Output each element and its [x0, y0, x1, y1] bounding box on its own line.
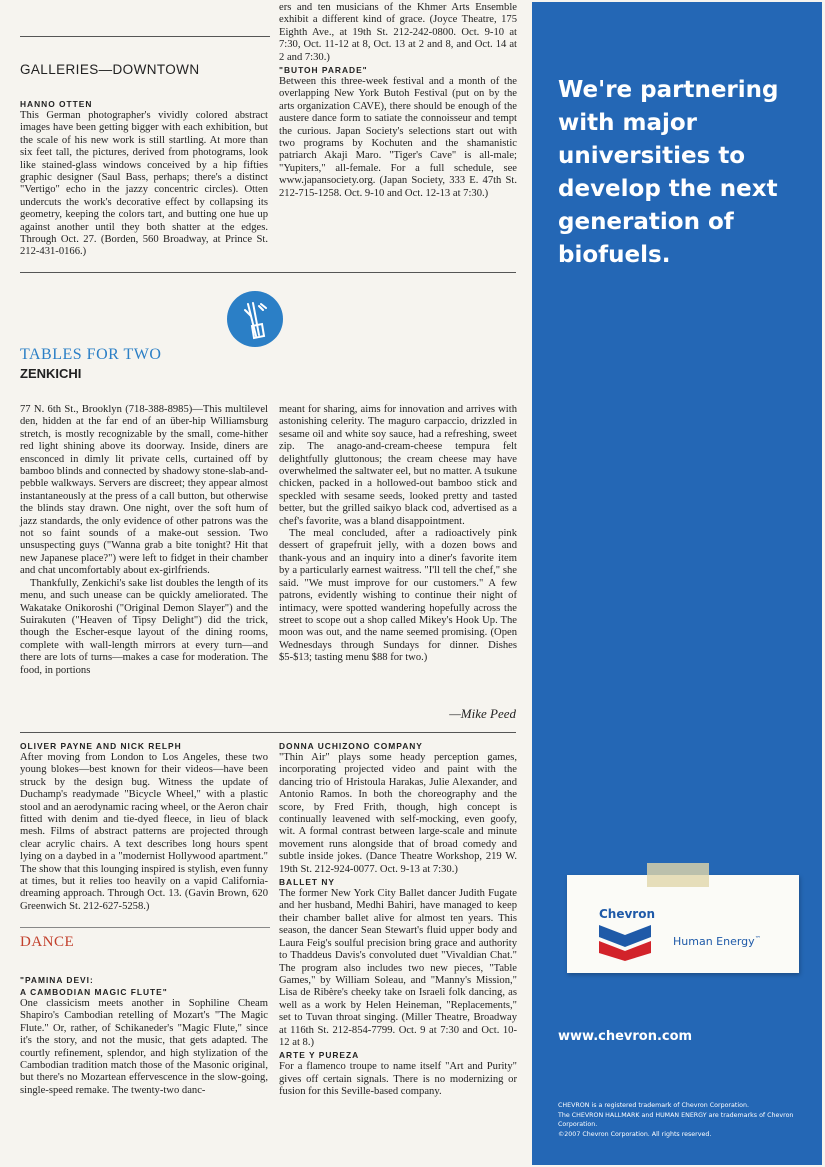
pamina-devi-entry	[20, 974, 268, 1097]
butoh-parade-text: Between this three-week festival and a month of the overlapping New York Butoh Festival (put on by the arts organization CAVE), there should be enough of the austere dance form to satiate the connoisseur and tempt the curious. Japan Society's selections start out with two programs by Kochuten and the shamanistic patriarch Akaji Maro. "Tiger's Cave" is all-male; "Yupiters," all-female. For a full schedule, see www.japansociety.org. (Japan Society, 333 E. 47th St. 212-715-1258. Oct. 9-10 and Oct. 12-13 at 7:30.)	[279, 76, 517, 199]
galleries-title: GALLERIES—DOWNTOWN	[20, 62, 200, 77]
tagline-tm: ™	[754, 935, 761, 943]
review-column-1	[20, 404, 268, 677]
tape-strip	[647, 863, 709, 887]
chevron-wordmark: Chevron	[599, 907, 656, 921]
human-energy-tagline	[673, 935, 761, 948]
arte-y-pureza-text: For a flamenco troupe to name itself "Art and Purity" gives off certain signals. There is no modernizing or fusion for this Seville-based company.	[279, 1061, 517, 1098]
ballet-ny-text: The former New York City Ballet dancer Judith Fugate and her husband, Medhi Bahiri, have managed to keep their chamber ballet alive for almost ten years. This season, the dancer Sean Stewart's fluid upper body and Laura Feig's soulful precision bring grace and authority to Thaddeus Davis's convoluted duet "Vivaldian Chat." The program also includes two new pieces, "Table Games," by William Soleau, and "Manny's Mission," Lisa de Ribère's cheeky take on Israeli folk dancing, as well as a work by Helen Heineman, "Replacements," set to Tuvan throat singing. (Miller Theatre, Broadway at 116th St. 212-854-7799. Oct. 9 at 7:30 and Oct. 10-12 at 8.)	[279, 888, 517, 1048]
tagline-text: Human Energy	[673, 935, 755, 948]
chevron-hallmark-icon	[599, 923, 651, 965]
fine-print-1: CHEVRON is a registered trademark of Chevron Corporation.	[558, 1102, 749, 1109]
chevron-logo-card	[567, 875, 799, 973]
review-para-2: Thankfully, Zenkichi's sake list doubles the length of its menu, and such unease can be quickly ameliorated. The Wakatake Onikoroshi ("Original Demon Slayer") and the Suirakuten ("Heaven of Tipsy Delight") did the trick, though the Escher-esque layout of the dining rooms, complete with wall-length mirrors at every turn—and there are lots of turns—makes a case for moderation. The food, in portions	[20, 577, 268, 676]
section-rule-1	[20, 272, 516, 273]
fine-print-2: The CHEVRON HALLMARK and HUMAN ENERGY are trademarks of Chevron Corporation.	[558, 1111, 794, 1128]
top-rule	[20, 36, 270, 37]
khmer-continued	[279, 2, 517, 200]
chevron-url-link[interactable]: www.chevron.com	[558, 1029, 693, 1044]
chopsticks-icon	[226, 290, 284, 348]
restaurant-name: ZENKICHI	[20, 366, 82, 381]
pamina-devi-text: One classicism meets another in Sophiline Cheam Shapiro's Cambodian retelling of Mozart's "The Magic Flute." Or, rather, of Schikaneder's "Magic Flute," since it's the story, and not the music, that gets adapted. The courtly refinement, splendor, and high stylization of the Cambodian tradition match those of the Masonic original, but there's no Mozartean effervescence in the slow-going, single-speed remake. The twenty-two danc-	[20, 998, 268, 1096]
dance-title: DANCE	[20, 934, 75, 950]
dance-rule	[20, 927, 270, 928]
butoh-parade-head: "BUTOH PARADE"	[279, 65, 368, 76]
review-para-4: The meal concluded, after a radioactively pink dessert of grapefruit jelly, with a dozen bows and thank-yous and an inquiry into a diner's favorite item by a particularly earnest waitress. "I'll tell the chef," she said. "We must improve for our customers." A few patrons, evidently wishing to continue their night of intimacy, were spotted wandering hopefully across the street to scope out a shop called Mikey's Hook Up. The moon was out, and the name seemed promising. (Open Wednesdays through Sundays for dinner. Dishes $5-$13; tasting menu $88 for two.)	[279, 528, 517, 664]
chevron-ad[interactable]	[532, 2, 822, 1165]
donna-uchizono-head: DONNA UCHIZONO COMPANY	[279, 741, 423, 751]
section-rule-2	[20, 732, 516, 733]
oliver-payne-head: OLIVER PAYNE AND NICK RELPH	[20, 741, 182, 751]
ad-headline: We're partnering with major universities to develop the next generation of biofuels.	[558, 77, 779, 268]
hanno-otten-text: This German photographer's vividly colored abstract images have been getting bigger with each exhibition, but the scale of his new work is still startling. At more than six feet tall, the pictures, derived from photograms, look like stained-glass windows conceived by a hip fifties graphic designer (Saul Bass, perhaps; there's a distinct "Vertigo" echo in the jazzy concentric circles). Otten undercuts the work's decorative effect by collapsing its geometry, keeping the colors tart, and butting one hue up against another until they both shatter at the edges. Through Oct. 27. (Borden, 560 Broadway, at Prince St. 212-431-0166.)	[20, 110, 268, 258]
review-column-2	[279, 404, 517, 665]
fine-print-3: ©2007 Chevron Corporation. All rights reserved.	[558, 1130, 712, 1138]
review-byline: —Mike Peed	[449, 706, 516, 721]
lower-column-2	[279, 740, 517, 1099]
pamina-devi-head-1: "PAMINA DEVI:	[20, 975, 94, 985]
khmer-text: ers and ten musicians of the Khmer Arts Ensemble exhibit a different kind of grace. (Joyce Theatre, 175 Eighth Ave., at 19th St. 212-242-0800. Oct. 9-10 at 7:30, Oct. 11-12 at 8, Oct. 13 at 2 and 8, and Oct. 14 at 2 and 7:30.)	[279, 2, 517, 63]
lower-column-1	[20, 740, 268, 913]
hanno-otten-head: HANNO OTTEN	[20, 99, 93, 109]
donna-uchizono-text: "Thin Air" plays some heady perception games, incorporating projected video and paint with the dancing trio of Hristoula Harakas, Julie Alexander, and Antonio Ramos. In both the choreography and the score, by Fred Frith, though, high concept is continually leavened with self-mocking, even goofy, wit. A formal contrast between large-scale and minute movement runs alongside that of broad comedy and subtle inside jokes. (Dance Theatre Workshop, 219 W. 19th St. 212-924-0077. Oct. 9-13 at 7:30.)	[279, 752, 517, 875]
review-para-3: meant for sharing, aims for innovation and arrives with astonishing celerity. The maguro carpaccio, drizzled in sesame oil and white soy sauce, had a refreshing, sweet zip. The anago-and-cream-cheese tempura felt delightfully gluttonous; the cream cheese may have overwhelmed the saltwater eel, but no matter. A tsukune chicken, packed in a hollowed-out bamboo stick and speckled with sesame seeds, looked pretty and tasted better, but the grilled saikyo black cod, advertised as a chef's favorite, was a bland disappointment.	[279, 404, 517, 527]
oliver-payne-text: After moving from London to Los Angeles, these two young blokes—best known for their videos—have been struck by the design bug. Witness the update of Duchamp's readymade "Bicycle Wheel," with a plastic stool and an aerodynamic racing wheel, or the Aeron chair fitted with denim and tie-dyed fleece, in lieu of black mesh. Films of abstract patterns are projected through clear acrylic chairs. A text describes long hours spent lying on a daybed in a "modernist Hollywood apartment." The show that this lounging inspired is stylish, even funny at times, but it relies too heavily on a vapid California-dreaming approach. Through Oct. 13. (Gavin Brown, 620 Greenwich St. 212-627-5258.)	[20, 752, 268, 912]
tables-for-two-title: TABLES FOR TWO	[20, 346, 162, 363]
review-para-1: 77 N. 6th St., Brooklyn (718-388-8985)—This multilevel den, hidden at the far end of an über-hip Williamsburg stretch, is mostly recognizable by the small, come-hither red light shining above its doorway. Inside, diners are ensconced in dimly lit private cells, curtained off by bamboo blinds and connected by shadowy stone-slab-and-pebble walkways. Servers are discreet; they appear almost instantaneously at the press of a call button, but otherwise the blinds stay drawn. One night, over the soft hum of jazz standards, the only evidence of other patrons was the not so faint sounds of a make-out session. Two unsuspecting guys ("Wanna grab a bite tonight? Hit that new Japanese place?") were left to fidget in their chamber and chat uncomfortably about ex-girlfriends.	[20, 404, 268, 577]
hanno-otten-entry	[20, 98, 268, 259]
pamina-devi-head-2: A CAMBODIAN MAGIC FLUTE"	[20, 987, 168, 997]
arte-y-pureza-head: ARTE Y PUREZA	[279, 1050, 360, 1061]
ad-fine-print	[558, 1101, 808, 1139]
ballet-ny-head: BALLET NY	[279, 877, 335, 888]
